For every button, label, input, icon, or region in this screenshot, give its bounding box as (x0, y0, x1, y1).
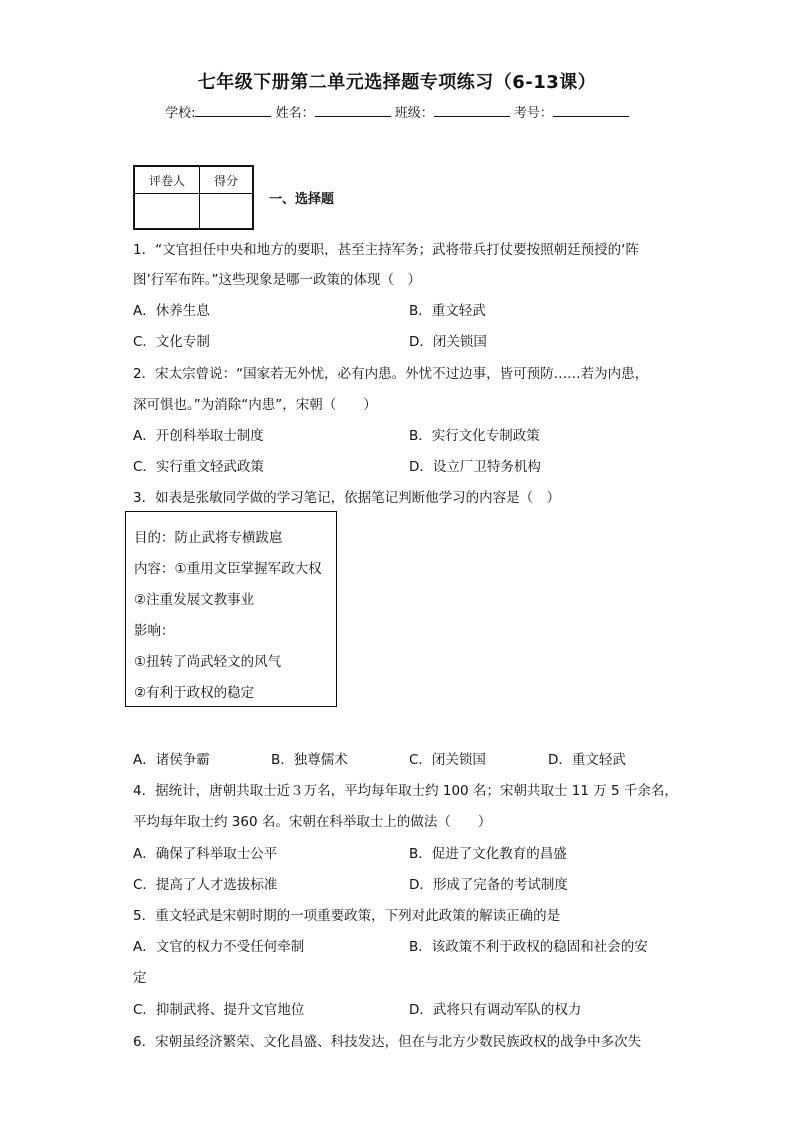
q1-stem-line2: 图’行军布阵。”这些现象是哪一政策的体现（ ） (133, 272, 422, 288)
school-blank[interactable] (195, 104, 271, 117)
page-title: 七年级下册第二单元选择题专项练习（6-13课） (197, 72, 597, 93)
exam-number-label: 考号： (513, 106, 553, 121)
score-cell[interactable] (200, 194, 254, 230)
q5-stem: 5．重文轻武是宋朝时期的一项重要政策，下列对此政策的解读正确的是 (133, 908, 561, 924)
q4-stem-line1: 4．据统计，唐朝共取士近３万名，平均每年取士约 100 名；宋朝共取士 11 万 5 千余名， (133, 783, 678, 799)
note-line: ①扭转了尚武轻文的风气 (134, 654, 282, 670)
q1-stem-line1: 1．“文官担任中央和地方的要职，甚至主持军务；武将带兵打仗要按照朝廷预授的‘阵 (133, 242, 639, 258)
q2-stem-line1: 2．宋太宗曾说：“国家若无外忧，必有内患。外忧不过边事，皆可预防……若为内患， (133, 366, 649, 382)
q2-option-c[interactable]: C．实行重文轻武政策 (133, 459, 264, 475)
q5-option-b-continued: 定 (133, 970, 147, 986)
q2-option-d[interactable]: D．设立厂卫特务机构 (409, 459, 541, 475)
note-line: 影响： (134, 623, 175, 639)
score-header: 得分 (200, 166, 254, 194)
note-line: 目的：防止武将专横跋扈 (134, 530, 283, 546)
class-blank[interactable] (434, 104, 510, 117)
q2-option-b[interactable]: B．实行文化专制政策 (409, 428, 540, 444)
q4-stem-line2: 平均每年取士约 360 名。宋朝在科举取士上的做法（ ） (133, 814, 492, 830)
note-line: ②注重发展文教事业 (134, 592, 255, 608)
q3-option-d[interactable]: D．重文轻武 (548, 752, 626, 768)
q3-option-b[interactable]: B．独尊儒术 (271, 752, 348, 768)
score-table (133, 165, 254, 230)
q2-option-a[interactable]: A．开创科举取士制度 (133, 428, 264, 444)
study-note-box (125, 511, 337, 707)
q5-option-c[interactable]: C．抑制武将、提升文官地位 (133, 1002, 305, 1018)
note-line: ②有利于政权的稳定 (134, 685, 255, 701)
q3-stem: 3．如表是张敏同学做的学习笔记，依据笔记判断他学习的内容是（ ） (133, 490, 561, 506)
name-label: 姓名： (275, 106, 315, 121)
school-label: 学校: (165, 106, 196, 121)
q4-option-a[interactable]: A．确保了科举取士公平 (133, 846, 278, 862)
q5-option-b[interactable]: B．该政策不利于政权的稳固和社会的安 (409, 939, 648, 955)
grader-header: 评卷人 (134, 166, 200, 194)
q3-option-c[interactable]: C．闭关锁国 (409, 752, 486, 768)
student-info-line (0, 102, 794, 121)
q2-stem-line2: 深可惧也。”为消除“内患”，宋朝（ ） (133, 397, 377, 413)
q1-option-d[interactable]: D．闭关锁国 (409, 334, 487, 350)
q4-option-d[interactable]: D．形成了完备的考试制度 (409, 877, 568, 893)
q1-option-c[interactable]: C．文化专制 (133, 334, 210, 350)
q1-option-a[interactable]: A．休养生息 (133, 303, 210, 319)
class-label: 班级： (394, 106, 434, 121)
section-title: 一、选择题 (269, 192, 335, 207)
grader-cell[interactable] (134, 194, 200, 230)
name-blank[interactable] (315, 104, 391, 117)
exam-number-blank[interactable] (553, 104, 629, 117)
note-line: 内容：①重用文臣掌握军政大权 (134, 561, 322, 577)
q5-option-a[interactable]: A．文官的权力不受任何牵制 (133, 939, 305, 955)
q1-option-b[interactable]: B．重文轻武 (409, 303, 486, 319)
q5-option-d[interactable]: D．武将只有调动军队的权力 (409, 1002, 582, 1018)
q4-option-c[interactable]: C．提高了人才选拔标准 (133, 877, 278, 893)
q6-stem-line1: 6．宋朝虽经济繁荣、文化昌盛、科技发达，但在与北方少数民族政权的战争中多次失 (133, 1034, 642, 1050)
q4-option-b[interactable]: B．促进了文化教育的昌盛 (409, 846, 567, 862)
q3-option-a[interactable]: A．诸侯争霸 (133, 752, 210, 768)
